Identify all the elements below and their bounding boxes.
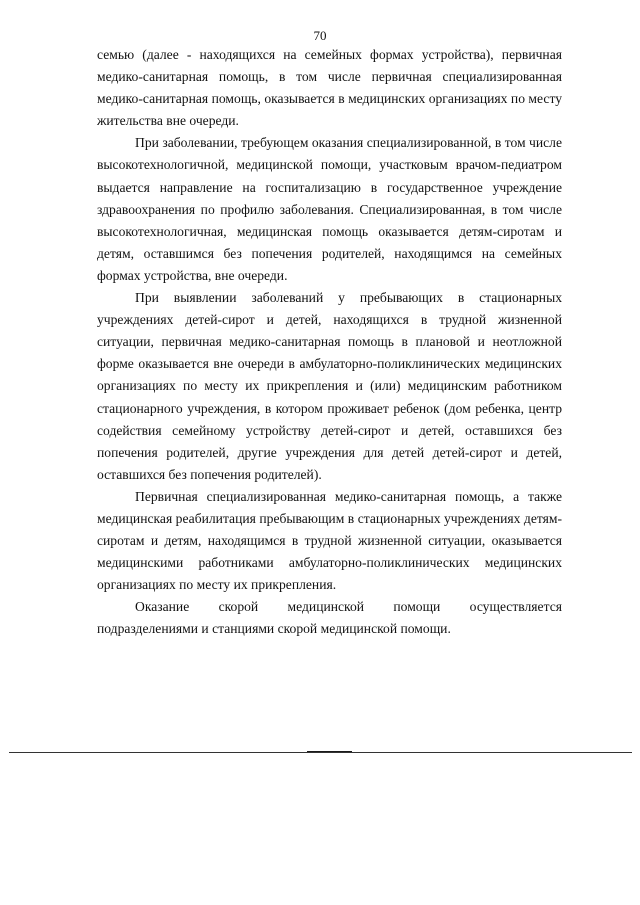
paragraph-continuation: семью (далее - находящихся на семейных формах устройства), первичная медико-санитарная помощь, в том числе первичная специализированная медико-санитарная помощь, оказывается в медицинских организациях по месту жительства вне очереди. bbox=[97, 47, 562, 129]
page-number: 70 bbox=[313, 28, 327, 43]
footer-divider-line bbox=[9, 752, 632, 753]
paragraph-primary-care-inpatient-institutions: При выявлении заболеваний у пребывающих в стационарных учреждениях детей-сирот и детей, находящихся в трудной жизненной ситуации, первичная медико-санитарная помощь в плановой и неотложной форме оказывается вне очереди в амбулаторно-поликлинических медицинских организациях по месту их прикрепления и (или) медицинским работником стационарного учреждения, в котором проживает ребенок (дом ребенка, центр содействия семейному устройству детей-сирот и детей, оставшихся без попечения родителей, другие учреждения для детей детей-сирот и детей, оставшихся без попечения родителей). bbox=[97, 290, 562, 482]
paragraph-emergency-care: Оказание скорой медицинской помощи осуществляется подразделениями и станциями скорой медицинской помощи. bbox=[97, 599, 562, 637]
paragraph-hospitalization-referral: При заболевании, требующем оказания специализированной, в том числе высокотехнологичной, медицинской помощи, участковым врачом-педиатром выдается направление на госпитализацию в государственное учреждение здравоохранения по профилю заболевания. Специализированная, в том числе высокотехнологичная, медицинская помощь оказывается детям-сиротам и детям, оставшимся без попечения родителей, находящимся на семейных формах устройства, вне очереди. bbox=[97, 135, 562, 283]
document-body bbox=[97, 44, 562, 641]
paragraph-specialized-care-rehabilitation: Первичная специализированная медико-санитарная помощь, а также медицинская реабилитация пребывающим в стационарных учреждениях детям-сиротам и детям, находящимся в трудной жизненной ситуации, оказывается медицинскими работниками амбулаторно-поликлинических медицинских организациях по месту их прикрепления. bbox=[97, 488, 562, 593]
footer-divider-mark bbox=[307, 751, 352, 752]
